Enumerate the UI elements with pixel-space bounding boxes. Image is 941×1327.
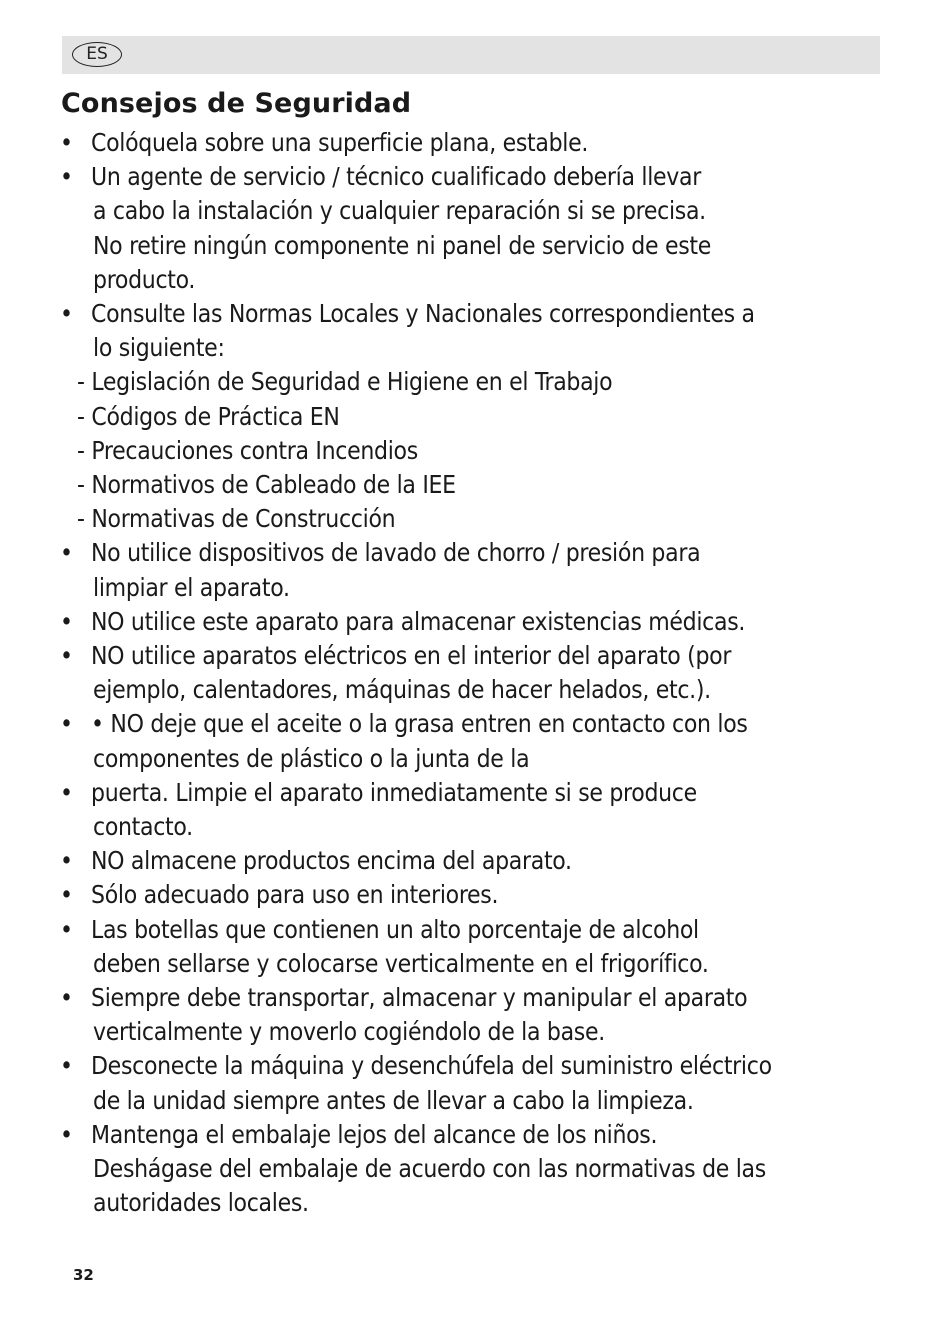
- bullet-marker: •: [60, 777, 73, 807]
- page-number: 32: [73, 1266, 94, 1284]
- item-text: No utilice dispositivos de lavado de chorro / presión para: [91, 538, 701, 568]
- item-text-continued: a cabo la instalación y cualquier reparación si se precisa.: [93, 196, 706, 226]
- bullet-item: [60, 1049, 910, 1117]
- bullet-marker: •: [60, 709, 73, 739]
- item-text: NO almacene productos encima del aparato.: [91, 846, 572, 876]
- bullet-item: [60, 160, 910, 297]
- item-text-continued: autoridades locales.: [93, 1188, 309, 1218]
- dash-item: [60, 434, 910, 468]
- item-text: Mantenga el embalaje lejos del alcance de los niños.: [91, 1119, 658, 1149]
- item-text-continued: ejemplo, calentadores, máquinas de hacer helados, etc.).: [93, 675, 711, 705]
- bullet-marker: •: [60, 983, 73, 1013]
- item-text-continued: limpiar el aparato.: [93, 572, 290, 602]
- item-text: - Precauciones contra Incendios: [77, 435, 418, 465]
- dash-item: [60, 468, 910, 502]
- item-text: NO utilice este aparato para almacenar existencias médicas.: [91, 606, 746, 636]
- item-text: - Normativas de Construcción: [77, 504, 396, 534]
- bullet-item: [60, 878, 910, 912]
- language-header-bar: [62, 36, 880, 74]
- bullet-item: [60, 297, 910, 365]
- item-text-continued: lo siguiente:: [93, 333, 225, 363]
- bullet-marker: •: [60, 914, 73, 944]
- bullet-item: [60, 844, 910, 878]
- bullet-marker: •: [60, 846, 73, 876]
- bullet-item: [60, 605, 910, 639]
- item-text: Desconecte la máquina y desenchúfela del suministro eléctrico: [91, 1051, 772, 1081]
- item-text: Siempre debe transportar, almacenar y manipular el aparato: [91, 983, 748, 1013]
- item-text: Un agente de servicio / técnico cualificado debería llevar: [91, 162, 702, 192]
- item-text-continued: No retire ningún componente ni panel de servicio de este: [93, 230, 711, 260]
- item-text: - Legislación de Seguridad e Higiene en el Trabajo: [77, 367, 613, 397]
- bullet-item: [60, 536, 910, 604]
- bullet-item: [60, 707, 910, 775]
- item-text: - Códigos de Práctica EN: [77, 401, 340, 431]
- item-text-continued: deben sellarse y colocarse verticalmente en el frigorífico.: [93, 948, 709, 978]
- bullet-marker: •: [60, 128, 73, 157]
- bullet-marker: •: [60, 1051, 73, 1081]
- bullet-item: [60, 913, 910, 981]
- bullet-item: [60, 981, 910, 1049]
- item-text: Las botellas que contienen un alto porcentaje de alcohol: [91, 914, 699, 944]
- dash-item: [60, 400, 910, 434]
- bullet-marker: •: [60, 1119, 73, 1149]
- safety-list: [60, 126, 910, 1221]
- item-text: Sólo adecuado para uso en interiores.: [91, 880, 499, 910]
- item-text-continued: de la unidad siempre antes de llevar a cabo la limpieza.: [93, 1085, 694, 1115]
- bullet-marker: •: [60, 162, 73, 192]
- bullet-marker: •: [60, 299, 73, 329]
- item-text-continued: Deshágase del embalaje de acuerdo con las normativas de las: [93, 1154, 766, 1184]
- item-text-continued: contacto.: [93, 812, 193, 842]
- item-text: - Normativos de Cableado de la IEE: [77, 470, 456, 500]
- bullet-item: [60, 639, 910, 707]
- bullet-item: [60, 1118, 910, 1221]
- bullet-marker: •: [60, 538, 73, 568]
- item-text: • NO deje que el aceite o la grasa entren en contacto con los: [91, 709, 748, 739]
- item-text: Colóquela sobre una superficie plana, estable.: [91, 128, 589, 157]
- item-text-continued: verticalmente y moverlo cogiéndolo de la base.: [93, 1017, 605, 1047]
- item-text-continued: producto.: [93, 264, 196, 294]
- item-text: NO utilice aparatos eléctricos en el interior del aparato (por: [91, 641, 732, 671]
- bullet-marker: •: [60, 880, 73, 910]
- item-text-continued: componentes de plástico o la junta de la: [93, 743, 530, 773]
- bullet-marker: •: [60, 641, 73, 671]
- dash-item: [60, 502, 910, 536]
- bullet-item: [60, 776, 910, 844]
- item-text: puerta. Limpie el aparato inmediatamente si se produce: [91, 777, 697, 807]
- dash-item: [60, 365, 910, 399]
- bullet-item: [60, 126, 910, 160]
- bullet-marker: •: [60, 606, 73, 636]
- language-badge: ES: [72, 42, 122, 67]
- item-text: Consulte las Normas Locales y Nacionales correspondientes a: [91, 299, 755, 329]
- section-title: Consejos de Seguridad: [61, 88, 412, 119]
